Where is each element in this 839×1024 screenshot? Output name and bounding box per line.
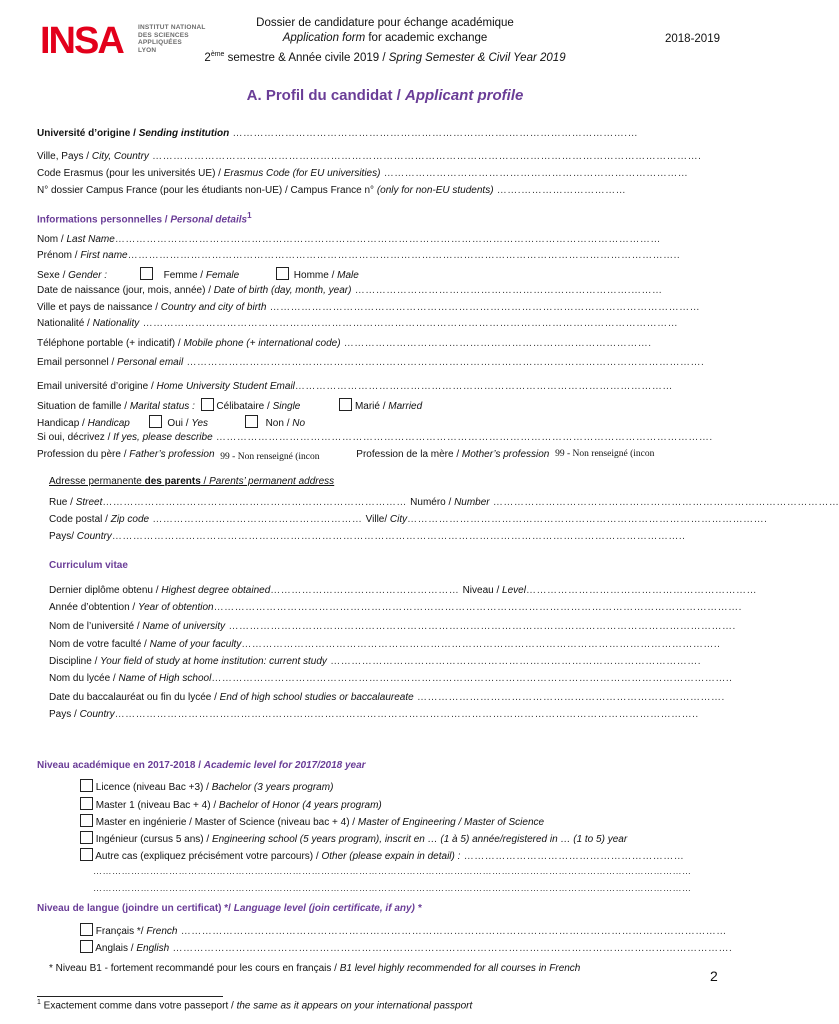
header-line-1: Dossier de candidature pour échange académique: [256, 17, 514, 29]
english-checkbox[interactable]: [80, 940, 93, 953]
married-checkbox[interactable]: [339, 398, 352, 411]
zip-city-row[interactable]: Code postal / Zip code …………………………………………………… Ville/ City………………………………………………………………………………………….: [49, 514, 768, 525]
single-checkbox[interactable]: [201, 398, 214, 411]
header-line-3: 2ème semestre & Année civile 2019 / Spring Semester & Civil Year 2019: [204, 51, 566, 64]
other-details-line-2[interactable]: ………………………………………………………………………………………………………………………………………………………………………: [93, 883, 692, 893]
page-number: 2: [710, 968, 718, 984]
academic-option-master-eng: Master en ingénierie / Master of Science (niveau bac + 4) / Master of Engineering / Master of Science: [80, 814, 544, 828]
academic-option-licence: Licence (niveau Bac +3) / Bachelor (3 years program): [80, 779, 333, 793]
cv-university-row[interactable]: Nom de l’université / Name of university ……………………………………………………………………………………………………………………………….: [49, 621, 736, 632]
academic-year: 2018-2019: [665, 33, 720, 45]
handicap-no-checkbox[interactable]: [245, 415, 258, 428]
handicap-describe-row[interactable]: Si oui, décrivez / If yes, please describe …………………………………………………………………………………………………………………………….: [37, 432, 713, 443]
engineer-checkbox[interactable]: [80, 831, 93, 844]
master1-checkbox[interactable]: [80, 797, 93, 810]
svg-text:INSA: INSA: [40, 20, 123, 62]
academic-option-engineer: Ingénieur (cursus 5 ans) / Engineering school (5 years program), inscrit en … (1 à 5) année/registered in … (1 to 5) year: [80, 831, 627, 845]
language-level-title: Niveau de langue (joindre un certificat) */ Language level (join certificate, if any) *: [37, 903, 422, 914]
cv-baccalaureate-row[interactable]: Date du baccalauréat ou fin du lycée / End of high school studies or baccalaureate …………………………………………………………………………….: [49, 692, 725, 703]
personal-details-title: Informations personnelles / Personal details$^1$: [37, 211, 252, 226]
university-email-row[interactable]: Email université d’origine / Home University Student Email………………………………………………………………………………………………: [37, 381, 673, 392]
language-note: * Niveau B1 - fortement recommandé pour les cours en français / B1 level highly recommended for all courses in French: [49, 963, 581, 974]
sending-institution-row[interactable]: Université d’origine / Sending institution …………………………………………………………………….…………………………….…: [37, 128, 639, 139]
academic-option-master1: Master 1 (niveau Bac + 4) / Bachelor of Honor (4 years program): [80, 797, 382, 811]
parents-address-title: Adresse permanente des parents / Parents’ permanent address: [49, 476, 335, 487]
marital-status-row: Situation de famille / Marital status : Célibataire / Single Marié / Married: [37, 398, 422, 412]
mobile-phone-row[interactable]: Téléphone portable (+ indicatif) / Mobile phone (+ international code) …………………………………………………………………………….: [37, 338, 652, 349]
section-a-title: A. Profil du candidat / Applicant profile: [246, 87, 524, 104]
gender-row: Sexe / Gender : Femme / Female Homme / Male: [37, 267, 359, 281]
licence-checkbox[interactable]: [80, 779, 93, 792]
other-checkbox[interactable]: [80, 848, 93, 861]
handicap-yes-checkbox[interactable]: [149, 415, 162, 428]
footnote: $^1$ Exactement comme dans votre passeport / the same as it appears on your international passport: [37, 999, 473, 1012]
personal-email-row[interactable]: Email personnel / Personal email ………………………………………………………………………………………………………………………………….: [37, 357, 705, 368]
academic-option-other: Autre cas (expliquez précisément votre parcours) / Other (please expain in detail) : ………………………………………………………: [80, 848, 684, 862]
parents-country-row[interactable]: Pays/ Country………………………………………………………………………………………………………………………………………………..: [49, 531, 686, 542]
other-details-line-1[interactable]: ………………………………………………………………………………………………………………………………………………………………………: [93, 866, 692, 876]
insa-logo: [40, 20, 130, 62]
campus-france-row[interactable]: N° dossier Campus France (pour les étudiants non-UE) / Campus France n° (only for non-EU students) …….…………………………: [37, 185, 627, 196]
mother-profession-select[interactable]: 99 - Non renseigné (incon: [555, 449, 655, 459]
father-profession-select[interactable]: 99 - Non renseigné (incon: [220, 452, 320, 462]
cv-discipline-row[interactable]: Discipline / Your field of study at home institution: current study …………………………………………………………………………………………….: [49, 656, 701, 667]
cv-title: Curriculum vitae: [49, 560, 128, 571]
handicap-row: Handicap / Handicap Oui / Yes Non / No: [37, 415, 305, 429]
city-country-row[interactable]: Ville, Pays / City, Country ………………………………………………………………………………………………………………………………………….: [37, 151, 702, 162]
academic-level-title: Niveau académique en 2017-2018 / Academic level for 2017/2018 year: [37, 760, 366, 771]
birth-place-row[interactable]: Ville et pays de naissance / Country and city of birth ……………………………………………………………………………………………………………: [37, 302, 701, 313]
english-level-row: Anglais / English …………………………………………………………………………………………………………………………………………….: [80, 940, 732, 954]
nationality-row[interactable]: Nationalité / Nationality ………………………………………………………………………………………………………………………………………: [37, 318, 679, 329]
erasmus-code-row[interactable]: Code Erasmus (pour les universités UE) / Erasmus Code (for EU universities) ……………………………………………………………………………: [37, 168, 689, 179]
cv-faculty-row[interactable]: Nom de votre faculté / Name of your faculty………………………………………………………………………………………………………………………..: [49, 639, 721, 650]
header-line-2: Application form for academic exchange: [282, 32, 488, 44]
last-name-row[interactable]: Nom / Last Name…………………………………………………………………………………………………………………………………………: [37, 234, 661, 245]
first-name-row[interactable]: Prénom / First name…………………………………………………………………………………………………………………………………………..: [37, 250, 681, 261]
parents-profession-row: Profession du père / Father’s profession 99 - Non renseigné (incon Profession de la mère / Mother’s profession 99 - Non renseigné (incon: [37, 449, 675, 464]
cv-country-row[interactable]: Pays / Country…………………………………………………………………………………………………………………………………………………..: [49, 709, 699, 720]
date-of-birth-row[interactable]: Date de naissance (jour, mois, année) / Date of birth (day, month, year) …………………………………………………………………….………: [37, 285, 663, 296]
male-checkbox[interactable]: [276, 267, 289, 280]
french-checkbox[interactable]: [80, 923, 93, 936]
cv-year-row[interactable]: Année d’obtention / Year of obtention…………………………………………………………………………………………………………………………………….: [49, 602, 742, 613]
insa-logo-text: INSTITUT NATIONAL DES SCIENCES APPLIQUÉES LYON: [138, 24, 206, 54]
female-checkbox[interactable]: [140, 267, 153, 280]
master-engineering-checkbox[interactable]: [80, 814, 93, 827]
footnote-divider: [37, 996, 223, 997]
cv-highschool-row[interactable]: Nom du lycée / Name of High school…………………………………………………………………………………………………………………………………..: [49, 673, 733, 684]
street-row[interactable]: Rue / Street…………………………………………………………………………… Numéro / Number ………………………………………………………………………………………: [49, 497, 839, 508]
french-level-row: Français */ French …………………………………………………………………………………………………………………………………………: [80, 923, 727, 937]
cv-degree-row[interactable]: Dernier diplôme obtenu / Highest degree obtained……………………………………………… Niveau / Level…………………………………………………………: [49, 585, 757, 596]
